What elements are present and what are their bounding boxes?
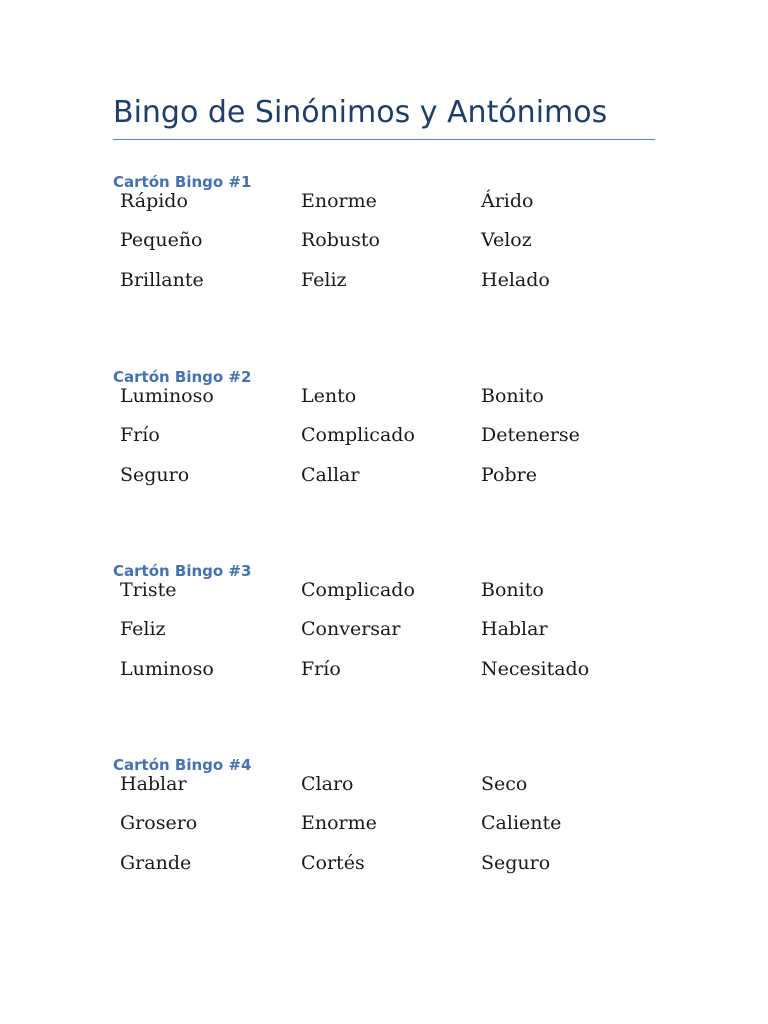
card-heading: Cartón Bingo #3: [113, 562, 252, 580]
bingo-word-cell: Feliz: [301, 269, 347, 291]
bingo-word-cell: Luminoso: [120, 385, 214, 407]
bingo-word-cell: Pequeño: [120, 229, 203, 251]
bingo-word-cell: Caliente: [481, 812, 562, 834]
title-divider: [113, 139, 655, 140]
bingo-word-cell: Helado: [481, 269, 550, 291]
bingo-word-cell: Pobre: [481, 464, 537, 486]
bingo-word-cell: Grande: [120, 852, 192, 874]
bingo-word-cell: Feliz: [120, 618, 166, 640]
bingo-word-cell: Árido: [481, 190, 534, 212]
bingo-word-cell: Detenerse: [481, 424, 580, 446]
bingo-word-cell: Complicado: [301, 579, 415, 601]
bingo-word-cell: Hablar: [481, 618, 548, 640]
bingo-word-cell: Brillante: [120, 269, 204, 291]
bingo-word-cell: Seguro: [120, 464, 190, 486]
bingo-word-cell: Complicado: [301, 424, 415, 446]
bingo-word-cell: Claro: [301, 773, 354, 795]
bingo-word-cell: Robusto: [301, 229, 380, 251]
bingo-word-cell: Seguro: [481, 852, 551, 874]
bingo-word-cell: Enorme: [301, 190, 377, 212]
bingo-word-cell: Bonito: [481, 385, 544, 407]
bingo-word-cell: Luminoso: [120, 658, 214, 680]
bingo-word-cell: Callar: [301, 464, 360, 486]
bingo-word-cell: Bonito: [481, 579, 544, 601]
bingo-word-cell: Frío: [301, 658, 341, 680]
bingo-word-cell: Cortés: [301, 852, 365, 874]
bingo-word-cell: Hablar: [120, 773, 187, 795]
bingo-word-cell: Triste: [120, 579, 177, 601]
bingo-word-cell: Grosero: [120, 812, 198, 834]
page-title: Bingo de Sinónimos y Antónimos: [113, 95, 608, 130]
card-heading: Cartón Bingo #2: [113, 368, 252, 386]
card-heading: Cartón Bingo #1: [113, 173, 252, 191]
bingo-word-cell: Conversar: [301, 618, 401, 640]
bingo-word-cell: Necesitado: [481, 658, 590, 680]
bingo-word-cell: Frío: [120, 424, 160, 446]
bingo-word-cell: Rápido: [120, 190, 188, 212]
bingo-word-cell: Lento: [301, 385, 357, 407]
bingo-word-cell: Seco: [481, 773, 528, 795]
bingo-word-cell: Enorme: [301, 812, 377, 834]
card-heading: Cartón Bingo #4: [113, 756, 252, 774]
bingo-word-cell: Veloz: [481, 229, 532, 251]
